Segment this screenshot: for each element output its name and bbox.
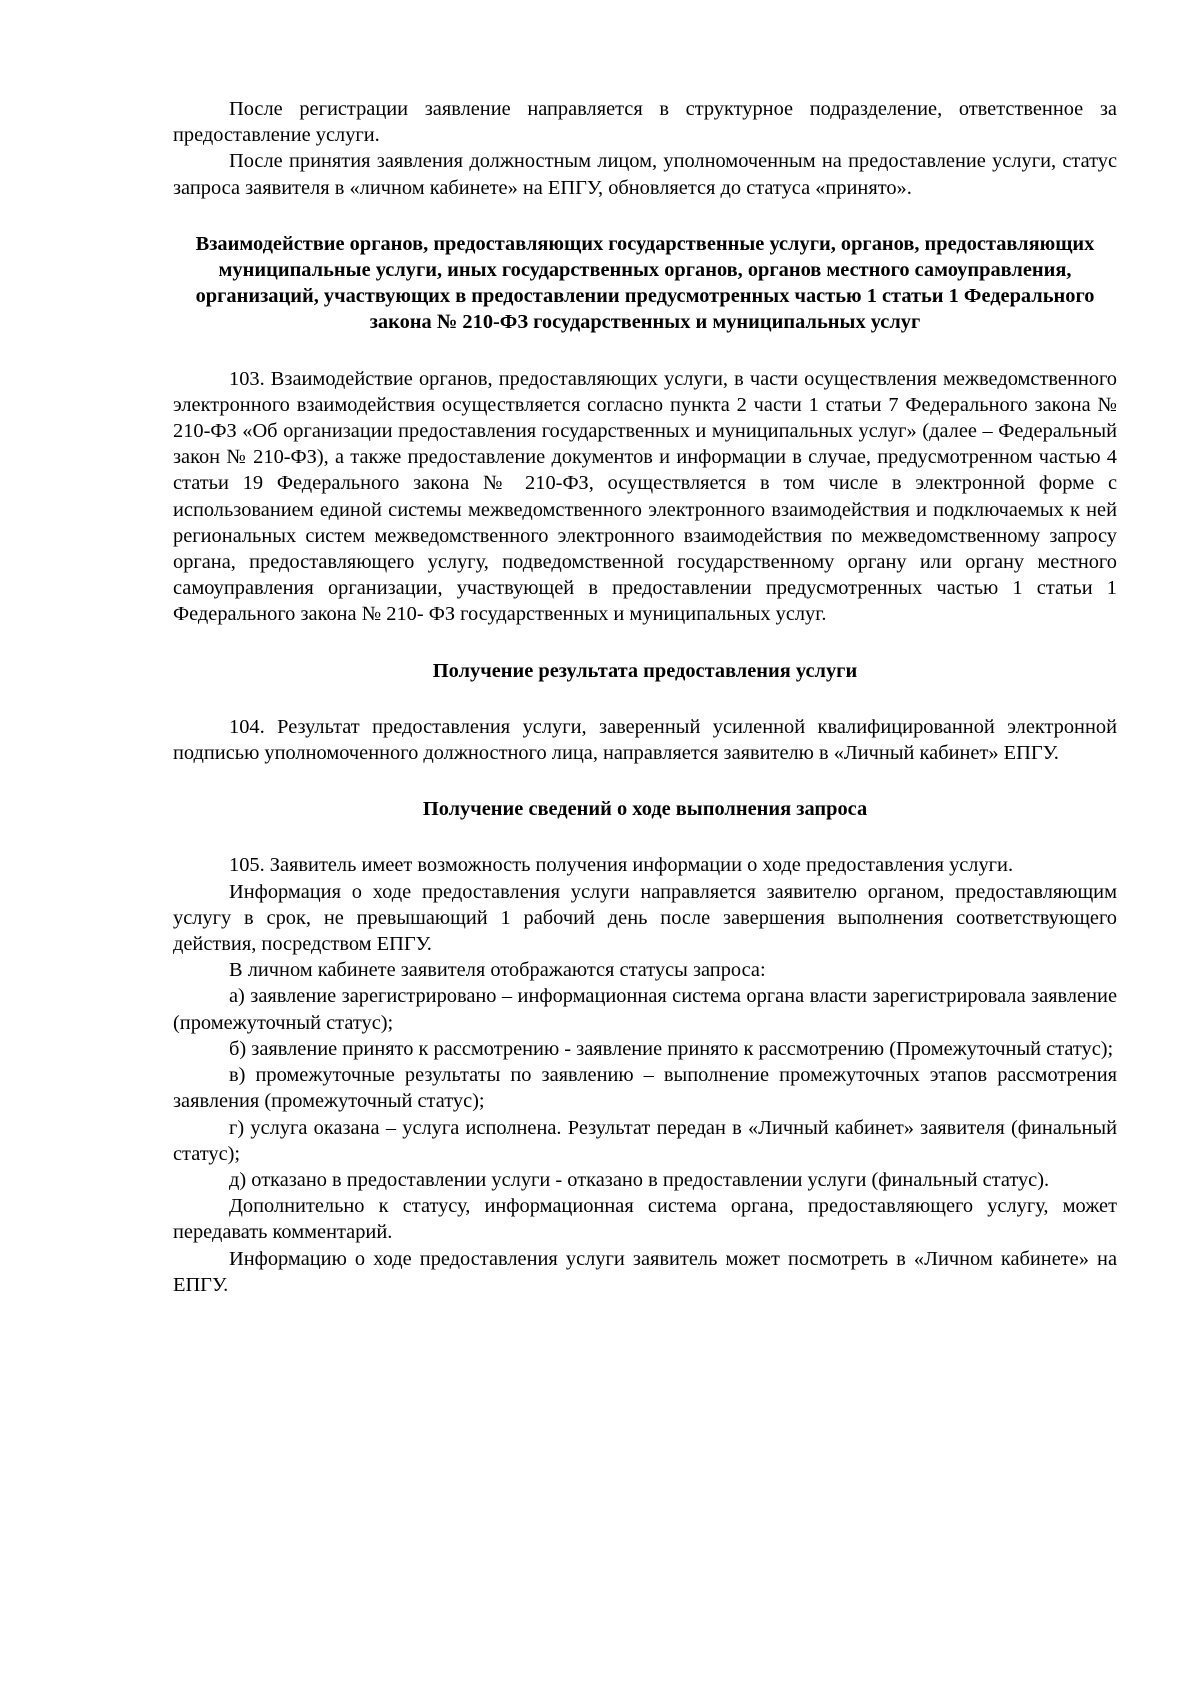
status-item: в) промежуточные результаты по заявлению – выполнение промежуточных этапов рассмотрения заявления (промежуточный статус);	[173, 1064, 1117, 1113]
heading-result: Получение результата предоставления услуги	[432, 659, 858, 682]
paragraph-comment: Дополнительно к статусу, информационная система органа, предоставляющего услугу, может передавать комментарий.	[173, 1195, 1117, 1244]
heading-progress: Получение сведений о ходе выполнения запроса	[422, 798, 868, 821]
paragraph-view: Информацию о ходе предоставления услуги заявитель может посмотреть в «Личном кабинете» на ЕПГУ.	[173, 1247, 1117, 1296]
status-item: д) отказано в предоставлении услуги - отказано в предоставлении услуги (финальный статус).	[229, 1168, 1050, 1191]
paragraph-104: 104. Результат предоставления услуги, заверенный усиленной квалифицированной электронной подписью уполномоченного должностного лица, направляется заявителю в «Личный кабинет» ЕПГУ.	[173, 715, 1117, 765]
paragraph-105: 105. Заявитель имеет возможность получения информации о ходе предоставления услуги.	[229, 854, 1014, 877]
status-item: г) услуга оказана – услуга исполнена. Результат передан в «Личный кабинет» заявителя (финальный статус);	[173, 1116, 1117, 1165]
paragraph-105-info: Информация о ходе предоставления услуги направляется заявителю органом, предоставляющим услугу в срок, не превышающий 1 рабочий день после завершения выполнения соответствующего действия, посредством ЕПГУ.	[173, 880, 1117, 956]
paragraph-103: 103. Взаимодействие органов, предоставляющих услуги, в части осуществления межведомственного электронного взаимодействия осуществляется согласно пункта 2 части 1 статьи 7 Федерального закона № 210-ФЗ «Об организации предоставления государственных и муниципальных услуг» (далее – Федеральный закон № 210-ФЗ), а также предоставление документов и информации в случае, предусмотренном частью 4 статьи 19 Федерального закона № 210-ФЗ, осуществляется в том числе в электронной форме с использованием единой системы межведомственного электронного взаимодействия и подключаемых к ней региональных систем межведомственного электронного взаимодействия по межведомственному запросу органа, предоставляющего услугу, подведомственной государственному органу или органу местного самоуправления организации, участвующей в предоставлении предусмотренных частью 1 статьи 1 Федерального закона № 210- ФЗ государственных и муниципальных услуг.	[173, 367, 1117, 626]
status-item: б) заявление принято к рассмотрению - заявление принято к рассмотрению (Промежуточный статус);	[229, 1037, 1114, 1060]
paragraph-statuses-intro: В личном кабинете заявителя отображаются статусы запроса:	[229, 959, 766, 982]
document-page	[173, 96, 1117, 1298]
heading-interaction: Взаимодействие органов, предоставляющих государственные услуги, органов, предоставляющих муниципальные услуги, иных государственных органов, органов местного самоуправления, организаций, участвующих в предоставлении предусмотренных частью 1 статьи 1 Федерального закона № 210-ФЗ государственных и муниципальных услуг	[195, 232, 1095, 334]
status-item: а) заявление зарегистрировано – информационная система органа власти зарегистрировала заявление (промежуточный статус);	[173, 985, 1117, 1034]
paragraph-acceptance-status: После принятия заявления должностным лицом, уполномоченным на предоставление услуги, статус запроса заявителя в «личном кабинете» на ЕПГУ, обновляется до статуса «принято».	[173, 150, 1117, 199]
paragraph-registration: После регистрации заявление направляется в структурное подразделение, ответственное за предоставление услуги.	[173, 98, 1117, 147]
